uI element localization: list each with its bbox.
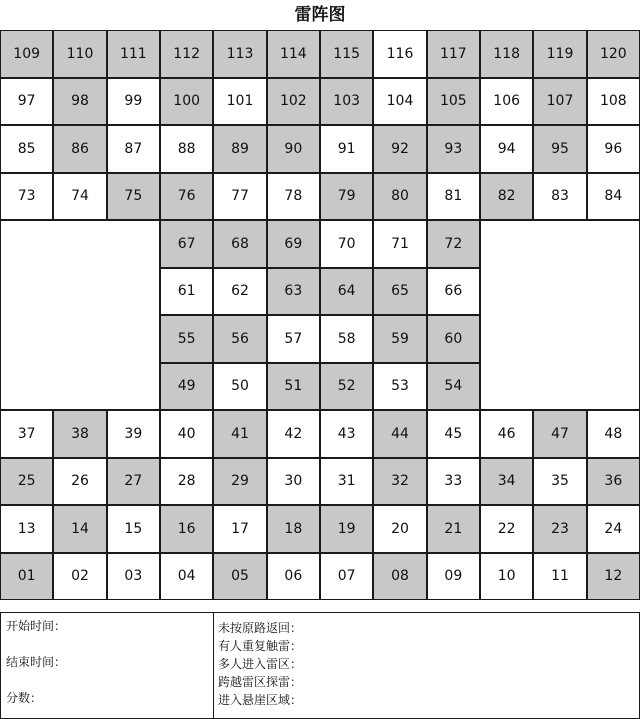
grid-cell: 70 (320, 220, 373, 268)
grid-cell: 22 (480, 505, 533, 553)
grid-cell: 68 (213, 220, 266, 268)
grid-cell: 102 (267, 78, 320, 126)
grid-cell: 64 (320, 268, 373, 316)
grid-cell: 89 (213, 125, 266, 173)
grid-cell: 119 (533, 30, 586, 78)
grid-cell: 37 (0, 410, 53, 458)
grid-cell: 106 (480, 78, 533, 126)
grid-cell: 75 (107, 173, 160, 221)
grid-cell: 54 (427, 363, 480, 411)
grid-cell: 115 (320, 30, 373, 78)
score-footer (0, 612, 640, 719)
grid-cell: 59 (373, 315, 426, 363)
grid-cell: 114 (267, 30, 320, 78)
grid-cell: 109 (0, 30, 53, 78)
grid-cell: 112 (160, 30, 213, 78)
grid-cell: 95 (533, 125, 586, 173)
empty-zone-right (480, 220, 640, 410)
grid-cell: 116 (373, 30, 426, 78)
grid-cell: 51 (267, 363, 320, 411)
grid-cell: 66 (427, 268, 480, 316)
grid-cell: 110 (53, 30, 106, 78)
start-time-label: 开始时间： (6, 619, 67, 633)
grid-cell: 108 (587, 78, 640, 126)
grid-cell: 100 (160, 78, 213, 126)
grid-cell: 74 (53, 173, 106, 221)
grid-cell: 13 (0, 505, 53, 553)
grid-cell: 79 (320, 173, 373, 221)
end-time-label: 结束时间： (6, 655, 67, 669)
grid-cell: 103 (320, 78, 373, 126)
grid-cell: 104 (373, 78, 426, 126)
grid-cell: 29 (213, 458, 266, 506)
grid-cell: 96 (587, 125, 640, 173)
penalty-no-return: 未按原路返回： (218, 621, 303, 635)
grid-cell: 53 (373, 363, 426, 411)
grid-cell: 11 (533, 553, 586, 601)
grid-cell: 90 (267, 125, 320, 173)
grid-cell: 65 (373, 268, 426, 316)
grid-cell: 31 (320, 458, 373, 506)
grid-cell: 03 (107, 553, 160, 601)
grid-cell: 24 (587, 505, 640, 553)
grid-cell: 16 (160, 505, 213, 553)
grid-cell: 91 (320, 125, 373, 173)
grid-cell: 28 (160, 458, 213, 506)
grid-cell: 98 (53, 78, 106, 126)
grid-cell: 47 (533, 410, 586, 458)
grid-cell: 10 (480, 553, 533, 601)
grid-cell: 61 (160, 268, 213, 316)
grid-cell: 92 (373, 125, 426, 173)
grid-cell: 117 (427, 30, 480, 78)
grid-cell: 105 (427, 78, 480, 126)
grid-cell: 01 (0, 553, 53, 601)
grid-cell: 32 (373, 458, 426, 506)
grid-cell: 67 (160, 220, 213, 268)
grid-cell: 69 (267, 220, 320, 268)
grid-cell: 30 (267, 458, 320, 506)
score-label: 分数： (6, 691, 43, 705)
grid-cell: 88 (160, 125, 213, 173)
grid-cell: 57 (267, 315, 320, 363)
grid-cell: 84 (587, 173, 640, 221)
grid-cell: 12 (587, 553, 640, 601)
grid-cell: 25 (0, 458, 53, 506)
grid-cell: 15 (107, 505, 160, 553)
grid-cell: 111 (107, 30, 160, 78)
mine-grid (0, 30, 640, 600)
grid-cell: 60 (427, 315, 480, 363)
grid-cell: 34 (480, 458, 533, 506)
grid-cell: 73 (0, 173, 53, 221)
grid-cell: 99 (107, 78, 160, 126)
grid-cell: 04 (160, 553, 213, 601)
grid-cell: 77 (213, 173, 266, 221)
grid-cell: 52 (320, 363, 373, 411)
penalty-cliff-zone: 进入悬崖区域： (218, 693, 303, 707)
grid-cell: 87 (107, 125, 160, 173)
grid-cell: 23 (533, 505, 586, 553)
grid-cell: 85 (0, 125, 53, 173)
grid-cell: 58 (320, 315, 373, 363)
grid-cell: 81 (427, 173, 480, 221)
grid-cell: 113 (213, 30, 266, 78)
grid-cell: 55 (160, 315, 213, 363)
grid-cell: 05 (213, 553, 266, 601)
grid-cell: 40 (160, 410, 213, 458)
time-score-section (1, 613, 214, 718)
page-title: 雷阵图 (294, 5, 346, 25)
grid-cell: 08 (373, 553, 426, 601)
grid-cell: 62 (213, 268, 266, 316)
grid-cell: 94 (480, 125, 533, 173)
penalty-section (214, 613, 639, 718)
grid-cell: 36 (587, 458, 640, 506)
grid-cell: 63 (267, 268, 320, 316)
penalty-cross-probe: 跨越雷区探雷： (218, 675, 303, 689)
empty-zone-left (0, 220, 160, 410)
grid-cell: 72 (427, 220, 480, 268)
grid-cell: 71 (373, 220, 426, 268)
grid-cell: 33 (427, 458, 480, 506)
grid-cell: 20 (373, 505, 426, 553)
grid-cell: 48 (587, 410, 640, 458)
grid-cell: 35 (533, 458, 586, 506)
grid-cell: 101 (213, 78, 266, 126)
grid-cell: 19 (320, 505, 373, 553)
grid-cell: 26 (53, 458, 106, 506)
grid-cell: 49 (160, 363, 213, 411)
grid-cell: 21 (427, 505, 480, 553)
grid-cell: 83 (533, 173, 586, 221)
grid-cell: 80 (373, 173, 426, 221)
grid-cell: 45 (427, 410, 480, 458)
grid-cell: 118 (480, 30, 533, 78)
grid-cell: 93 (427, 125, 480, 173)
grid-cell: 82 (480, 173, 533, 221)
grid-cell: 17 (213, 505, 266, 553)
grid-cell: 02 (53, 553, 106, 601)
grid-cell: 86 (53, 125, 106, 173)
grid-cell: 18 (267, 505, 320, 553)
grid-cell: 46 (480, 410, 533, 458)
grid-cell: 39 (107, 410, 160, 458)
grid-cell: 107 (533, 78, 586, 126)
grid-cell: 06 (267, 553, 320, 601)
grid-cell: 43 (320, 410, 373, 458)
penalty-multi-entry: 多人进入雷区： (218, 657, 303, 671)
grid-cell: 120 (587, 30, 640, 78)
grid-cell: 27 (107, 458, 160, 506)
penalty-repeat-trigger: 有人重复触雷： (218, 639, 303, 653)
grid-cell: 78 (267, 173, 320, 221)
grid-cell: 50 (213, 363, 266, 411)
grid-cell: 09 (427, 553, 480, 601)
grid-cell: 76 (160, 173, 213, 221)
grid-cell: 38 (53, 410, 106, 458)
grid-cell: 07 (320, 553, 373, 601)
grid-cell: 44 (373, 410, 426, 458)
grid-cell: 14 (53, 505, 106, 553)
grid-cell: 42 (267, 410, 320, 458)
grid-cell: 97 (0, 78, 53, 126)
grid-cell: 41 (213, 410, 266, 458)
grid-cell: 56 (213, 315, 266, 363)
